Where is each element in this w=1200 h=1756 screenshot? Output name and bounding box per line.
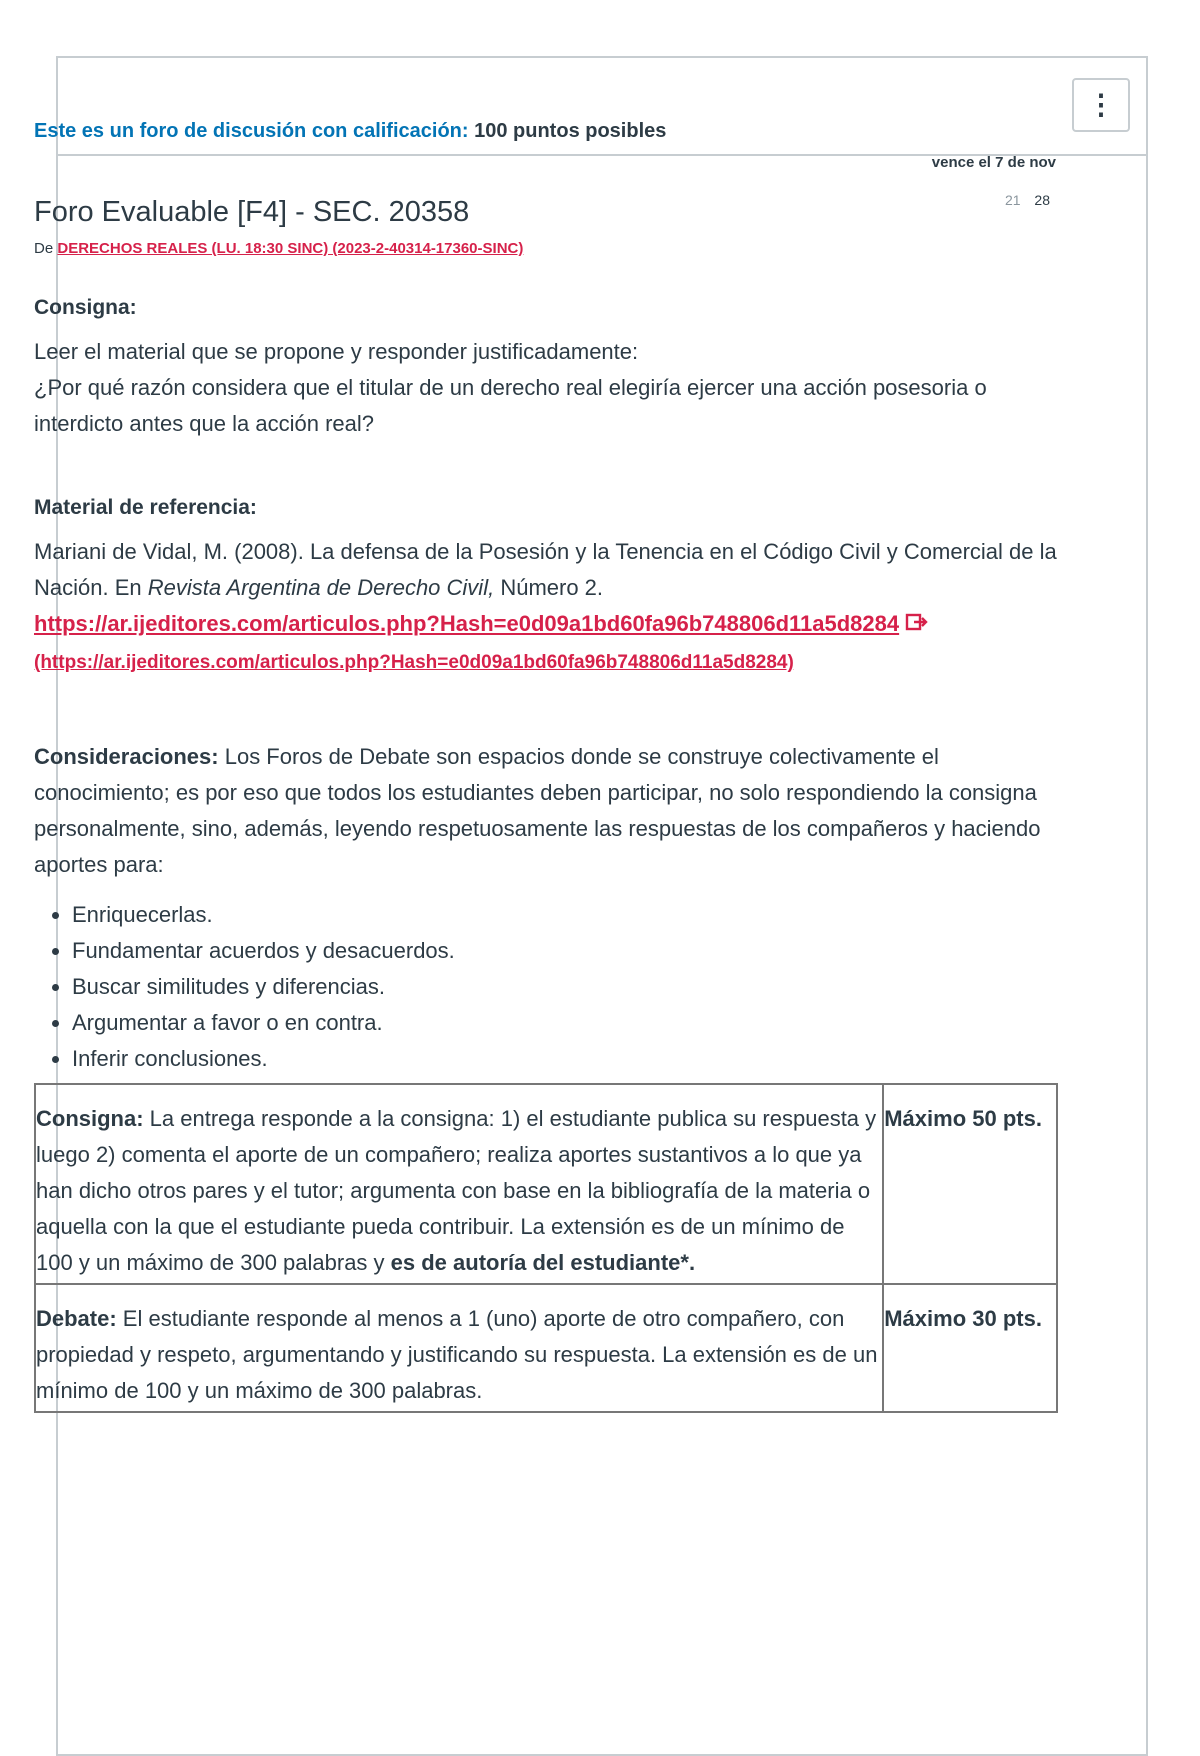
considerations-list [34, 897, 1058, 1077]
list-item: • Inferir conclusiones. [72, 1041, 1058, 1077]
unread-count: 21 [1004, 192, 1021, 208]
list-item: • Buscar similitudes y diferencias. [72, 969, 1058, 1005]
rubric-criterion [35, 1284, 883, 1412]
criterion-label: Debate: [36, 1306, 117, 1332]
material-reference [34, 534, 1058, 681]
table-row [35, 1084, 1057, 1284]
graded-discussion-notice [34, 120, 1058, 150]
options-menu-button[interactable] [1072, 78, 1130, 132]
reference-link[interactable]: https://ar.ijeditores.com/articulos.php?Hash=e0d09a1bd60fa96b748806d11a5d8284 [34, 611, 900, 636]
list-item: • Enriquecerlas. [72, 897, 1058, 933]
total-replies-count: 28 [1034, 192, 1050, 208]
list-item: • Fundamentar acuerdos y desacuerdos. [72, 933, 1058, 969]
rubric-points: Máximo 30 pts. [883, 1284, 1057, 1412]
material-heading: Material de referencia: [34, 496, 257, 519]
rubric-criterion [35, 1084, 883, 1284]
reference-link-full[interactable]: (https://ar.ijeditores.com/articulos.php?Hash=e0d09a1bd60fa96b748806d11a5d8284) [34, 652, 794, 674]
reference-number: Número 2. [494, 575, 604, 600]
consideraciones-body: Los Foros de Debate son espacios donde se construye colectivamente el conocimiento; es por eso que todos los estudiantes deben participar, no solo respondiendo la consigna personalmente, sino, además, leyendo respetuosamente las respuestas de los compañeros y haciendo aportes para: [34, 744, 1041, 878]
criterion-text: El estudiante responde al menos a 1 (uno) aporte de otro compañero, con propiedad y respeto, argumentando y justificando su respuesta. La extensión es de un mínimo de 100 y un máximo de 300 palabras. [36, 1306, 878, 1404]
title-row [34, 192, 1058, 236]
points-possible: 100 puntos posibles [474, 120, 667, 142]
graded-label: Este es un foro de discusión con calificación: [34, 120, 469, 142]
consigna-heading: Consigna: [34, 296, 137, 319]
list-item: • Argumentar a favor o en contra. [72, 1005, 1058, 1041]
page-title: Foro Evaluable [F4] - SEC. 20358 [34, 196, 470, 228]
consideraciones-label: Consideraciones: [34, 744, 219, 770]
consigna-line-2: ¿Por qué razón considera que el titular de un derecho real elegiría ejercer una acción posesoria o interdicto antes que la acción real? [34, 375, 987, 436]
course-source [34, 240, 1058, 264]
due-date: vence el 7 de nov [931, 154, 1056, 171]
course-link[interactable]: DERECHOS REALES (LU. 18:30 SINC) (2023-2-40314-17360-SINC) [57, 240, 524, 257]
reference-journal: Revista Argentina de Derecho Civil, [147, 575, 495, 600]
criterion-bold-tail: es de autoría del estudiante*. [390, 1250, 696, 1276]
rubric-table [34, 1083, 1058, 1413]
external-link-icon[interactable] [905, 607, 929, 643]
table-row [35, 1284, 1057, 1412]
consigna-line-1: Leer el material que se propone y responder justificadamente: [34, 339, 639, 364]
discussion-content [34, 120, 1058, 1413]
from-prefix: De [34, 240, 54, 257]
kebab-vertical-icon: ⋮ [1087, 89, 1115, 120]
criterion-label: Consigna: [36, 1106, 144, 1132]
reply-counts [1005, 192, 1050, 208]
rubric-points: Máximo 50 pts. [883, 1084, 1057, 1284]
consigna-text [34, 334, 1058, 442]
criterion-text: La entrega responde a la consigna: 1) el estudiante publica su respuesta y luego 2) comenta el aporte de un compañero; realiza aportes sustantivos a lo que ya han dicho otros pares y el tutor; argumenta con base en la bibliografía de la materia o aquella con la que el estudiante pueda contribuir. La extensión es de un mínimo de 100 y un máximo de 300 palabras y [36, 1106, 877, 1276]
reference-text: Mariani de Vidal, M. (2008). La defensa de la Posesión y la Tenencia en el Código Civil y Comercial de la Nación. En [34, 539, 1057, 600]
consideraciones-text [34, 739, 1058, 883]
